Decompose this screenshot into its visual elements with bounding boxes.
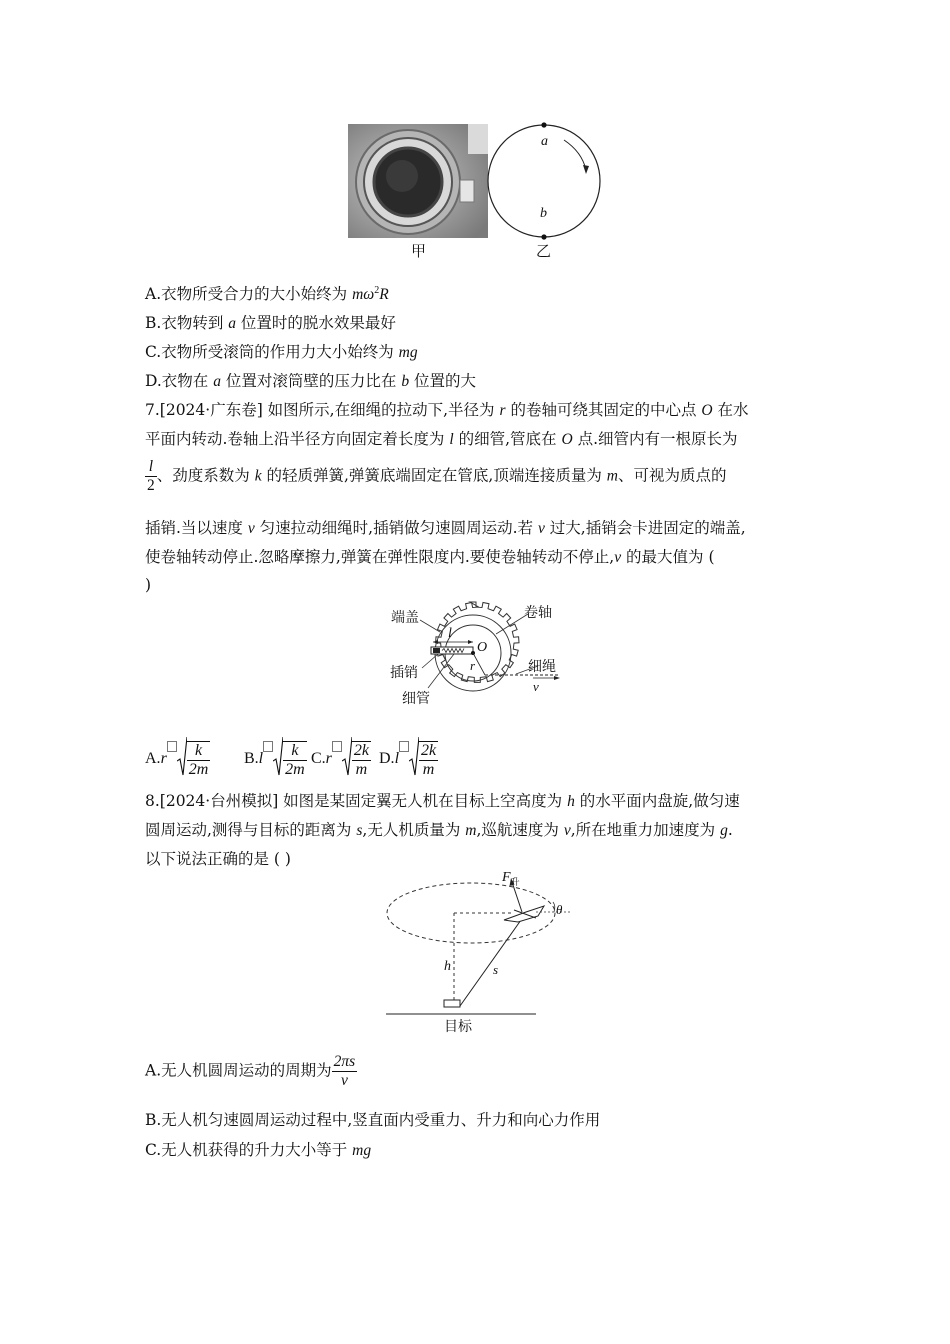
label-length-l: l — [448, 626, 452, 641]
washing-machine-photo — [348, 124, 488, 238]
label-pin: 插销 — [390, 665, 418, 681]
q7-line-2: 平面内转动.卷轴上沿半径方向固定着长度为 l 的细管,管底在 O 点.细管内有一根原长为 — [145, 430, 738, 448]
q7-line-5: 使卷轴转动停止.忽略摩擦力,弹簧在弹性限度内.要使卷轴转动不停止,v 的最大值为 ( — [145, 548, 715, 566]
q7-option-d: D.l $\frac{2k}{m}$ — [379, 737, 438, 782]
q7-line-6: ) — [145, 576, 152, 594]
q6-option-a: A.衣物所受合力的大小始终为 $m\omega^2R$ — [145, 284, 389, 303]
label-theta: θ — [556, 902, 563, 917]
fraction-2pis-over-v: $\frac{2\pi s}{v}$ — [333, 1053, 356, 1089]
q6-option-d: D.衣物在 a 位置对滚筒壁的压力比在 b 位置的大 — [145, 372, 477, 390]
label-rope: 细绳 — [528, 659, 556, 675]
label-target: 目标 — [444, 1019, 472, 1035]
q7-line-3: $\frac{l}{2}$ 、劲度系数为 k 的轻质弹簧,弹簧底端固定在管底,顶端连接质量为 m、可视为质点的 — [147, 458, 727, 494]
placeholder-box — [167, 741, 177, 752]
placeholder-box — [399, 741, 409, 752]
q7-line-1: 7.[2024·广东卷] 如图所示,在细绳的拉动下,半径为 r 的卷轴可绕其固定的中心点 O 在水 — [145, 401, 749, 419]
label-tube: 细管 — [402, 691, 430, 707]
q8-option-b: B.无人机匀速圆周运动过程中,竖直面内受重力、升力和向心力作用 — [145, 1111, 601, 1129]
q7-option-b: B.l $\frac{k}{2m}$ — [244, 737, 307, 782]
sqrt-sign-icon — [273, 737, 283, 782]
label-center-O: O — [477, 640, 488, 655]
label-velocity-v: v — [533, 679, 539, 694]
label-lift-F: $F_升$ — [502, 870, 520, 887]
q8-line-3: 以下说法正确的是 ( ) — [145, 850, 291, 868]
q8-line-1: 8.[2024·台州模拟] 如图是某固定翼无人机在目标上空高度为 h 的水平面内盘旋,做匀速 — [145, 792, 740, 810]
q6-option-c: C.衣物所受滚筒的作用力大小始终为 mg — [145, 343, 418, 361]
sqrt-sign-icon — [177, 737, 187, 782]
sqrt-sign-icon — [342, 737, 352, 782]
fraction-l-over-2: $\frac{l}{2}$ — [147, 458, 155, 494]
q7-line-4: 插销.当以速度 v 匀速拉动细绳时,插销做匀速圆周运动.若 v 过大,插销会卡进固定的端盖, — [145, 519, 746, 537]
point-a-label: a — [541, 134, 548, 149]
label-end-cover: 端盖 — [391, 610, 419, 626]
label-distance-s: s — [493, 962, 499, 977]
label-height-h: h — [444, 959, 451, 974]
placeholder-box — [263, 741, 273, 752]
label-jia: 甲 — [411, 242, 427, 260]
point-b-label: b — [540, 206, 547, 221]
q8-option-c: C.无人机获得的升力大小等于 mg — [145, 1141, 372, 1159]
q6-option-b: B.衣物转到 a 位置时的脱水效果最好 — [145, 314, 396, 332]
q7-option-c: C.r $\frac{2k}{m}$ — [311, 737, 371, 782]
label-yi: 乙 — [536, 242, 552, 260]
label-radius-r: r — [470, 658, 476, 673]
q8-option-a: A.无人机圆周运动的周期为 $\frac{2\pi s}{v}$ — [145, 1053, 356, 1089]
q8-line-2: 圆周运动,测得与目标的距离为 s,无人机质量为 m,巡航速度为 v,所在地重力加速度为 g. — [145, 821, 733, 839]
q7-option-a: A.r $\frac{k}{2m}$ — [145, 737, 210, 782]
placeholder-box — [332, 741, 342, 752]
label-spool: 卷轴 — [524, 605, 552, 621]
sqrt-sign-icon — [409, 737, 419, 782]
drone-orbit-diagram — [386, 868, 576, 1034]
